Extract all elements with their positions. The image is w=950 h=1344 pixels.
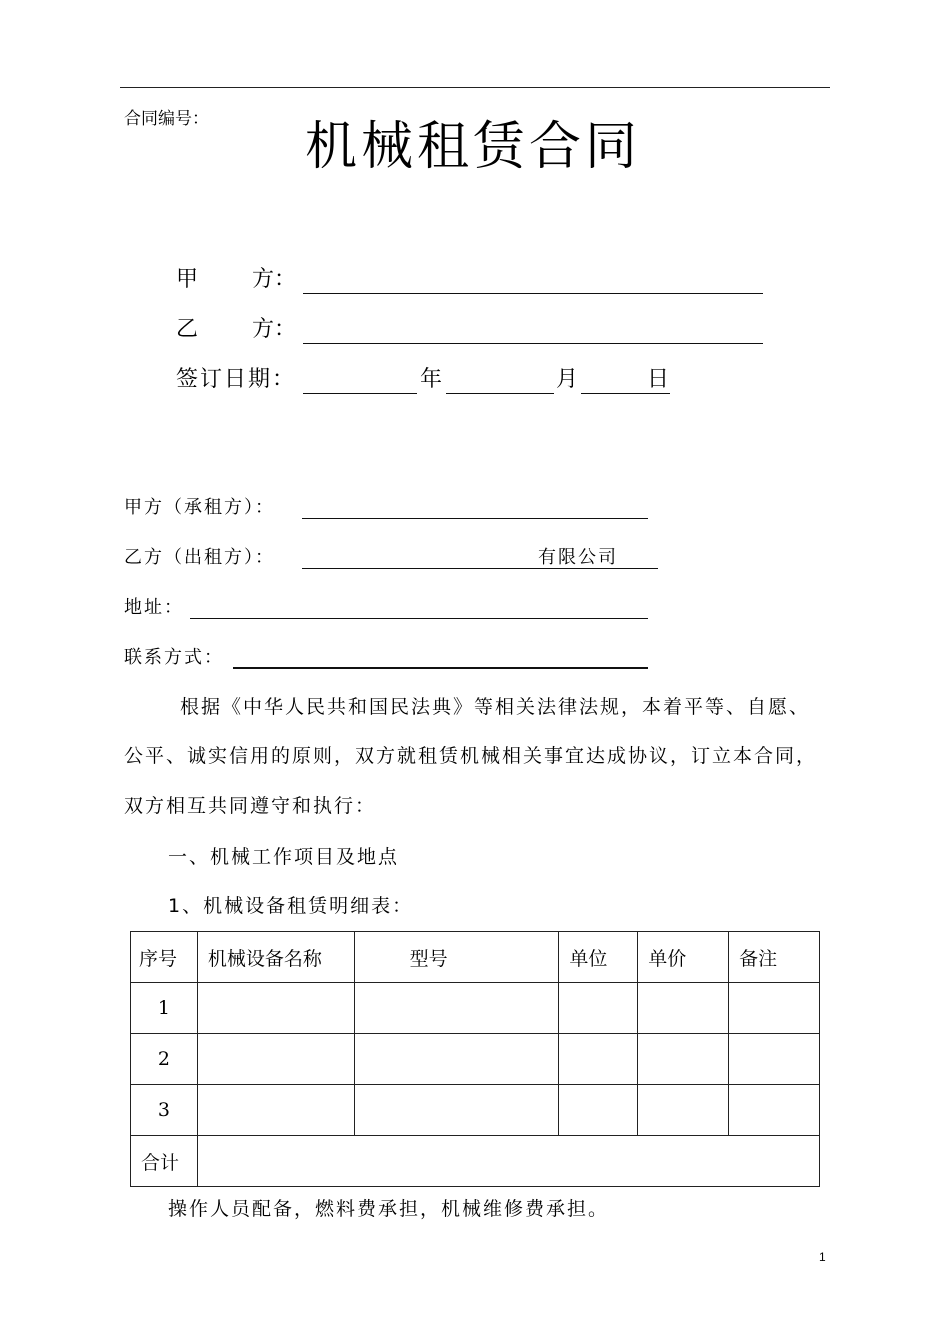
table-cell[interactable]: [197, 1085, 354, 1136]
address-label: 地址：: [124, 597, 184, 618]
table-cell[interactable]: [354, 1034, 559, 1085]
subsection-heading-1: 1、机械设备租赁明细表：: [168, 895, 414, 917]
table-cell[interactable]: [729, 1085, 820, 1136]
header-cell: 备注: [729, 932, 820, 983]
lessor-input-line[interactable]: [302, 568, 658, 569]
lessee-input-line[interactable]: [302, 518, 648, 519]
party-b-label: 乙: [176, 317, 199, 342]
lessor-label: 乙方（出租方）：: [124, 547, 275, 568]
row-number-cell: 2: [131, 1034, 198, 1085]
page-number: 1: [819, 1250, 826, 1264]
header-cell: 机械设备名称: [197, 932, 354, 983]
lessor-company-suffix: 有限公司: [538, 547, 618, 568]
header-rule: [120, 87, 830, 88]
table-row: [131, 1034, 820, 1085]
table-row: [131, 983, 820, 1034]
contact-input-line[interactable]: [233, 667, 648, 669]
sign-date-label: 签订日期：: [176, 367, 297, 392]
table-cell[interactable]: [559, 1085, 638, 1136]
table-cell[interactable]: [638, 983, 729, 1034]
table-cell[interactable]: [638, 1034, 729, 1085]
day-input-line[interactable]: [581, 393, 670, 394]
party-a-label-suffix: 方：: [252, 267, 297, 292]
lessee-label: 甲方（承租方）：: [124, 497, 275, 518]
intro-paragraph-line3: 双方相互共同遵守和执行：: [124, 795, 377, 817]
table-total-row: [131, 1136, 820, 1187]
header-cell: 单价: [638, 932, 729, 983]
row-number-cell: 3: [131, 1085, 198, 1136]
table-cell[interactable]: [354, 983, 559, 1034]
table-cell[interactable]: [638, 1085, 729, 1136]
month-input-line[interactable]: [446, 393, 554, 394]
table-cell[interactable]: [729, 1034, 820, 1085]
table-row: [131, 1085, 820, 1136]
table-cell[interactable]: [197, 983, 354, 1034]
party-b-input-line[interactable]: [303, 343, 763, 344]
header-cell: 单位: [559, 932, 638, 983]
equipment-rental-table: [130, 931, 820, 1187]
row-number-cell: 1: [131, 983, 198, 1034]
table-cell[interactable]: [354, 1085, 559, 1136]
table-header-row: [131, 932, 820, 983]
address-input-line[interactable]: [190, 618, 648, 619]
table-cell[interactable]: [559, 983, 638, 1034]
header-cell: 序号: [131, 932, 198, 983]
contract-number-label: 合同编号：: [124, 109, 209, 129]
party-a-label: 甲: [176, 267, 199, 292]
page-title: 机械租赁合同: [305, 117, 642, 177]
total-value-cell[interactable]: [197, 1136, 819, 1187]
day-label: 日: [647, 367, 670, 392]
contact-label: 联系方式：: [124, 647, 224, 668]
section-heading-1: 一、机械工作项目及地点: [168, 846, 400, 868]
header-cell: 型号: [354, 932, 559, 983]
party-b-label-suffix: 方：: [252, 317, 297, 342]
table-cell[interactable]: [559, 1034, 638, 1085]
total-label-cell: 合计: [131, 1136, 198, 1187]
year-label: 年: [420, 367, 443, 392]
year-input-line[interactable]: [303, 393, 417, 394]
table-cell[interactable]: [197, 1034, 354, 1085]
intro-paragraph-line2: 公平、诚实信用的原则，双方就租赁机械相关事宜达成协议，订立本合同，: [124, 745, 818, 767]
footer-paragraph: 操作人员配备，燃料费承担，机械维修费承担。: [168, 1198, 610, 1220]
table-cell[interactable]: [729, 983, 820, 1034]
party-a-input-line[interactable]: [303, 293, 763, 294]
month-label: 月: [556, 367, 579, 392]
intro-paragraph-line1: 根据《中华人民共和国民法典》等相关法律法规，本着平等、自愿、: [180, 696, 811, 718]
